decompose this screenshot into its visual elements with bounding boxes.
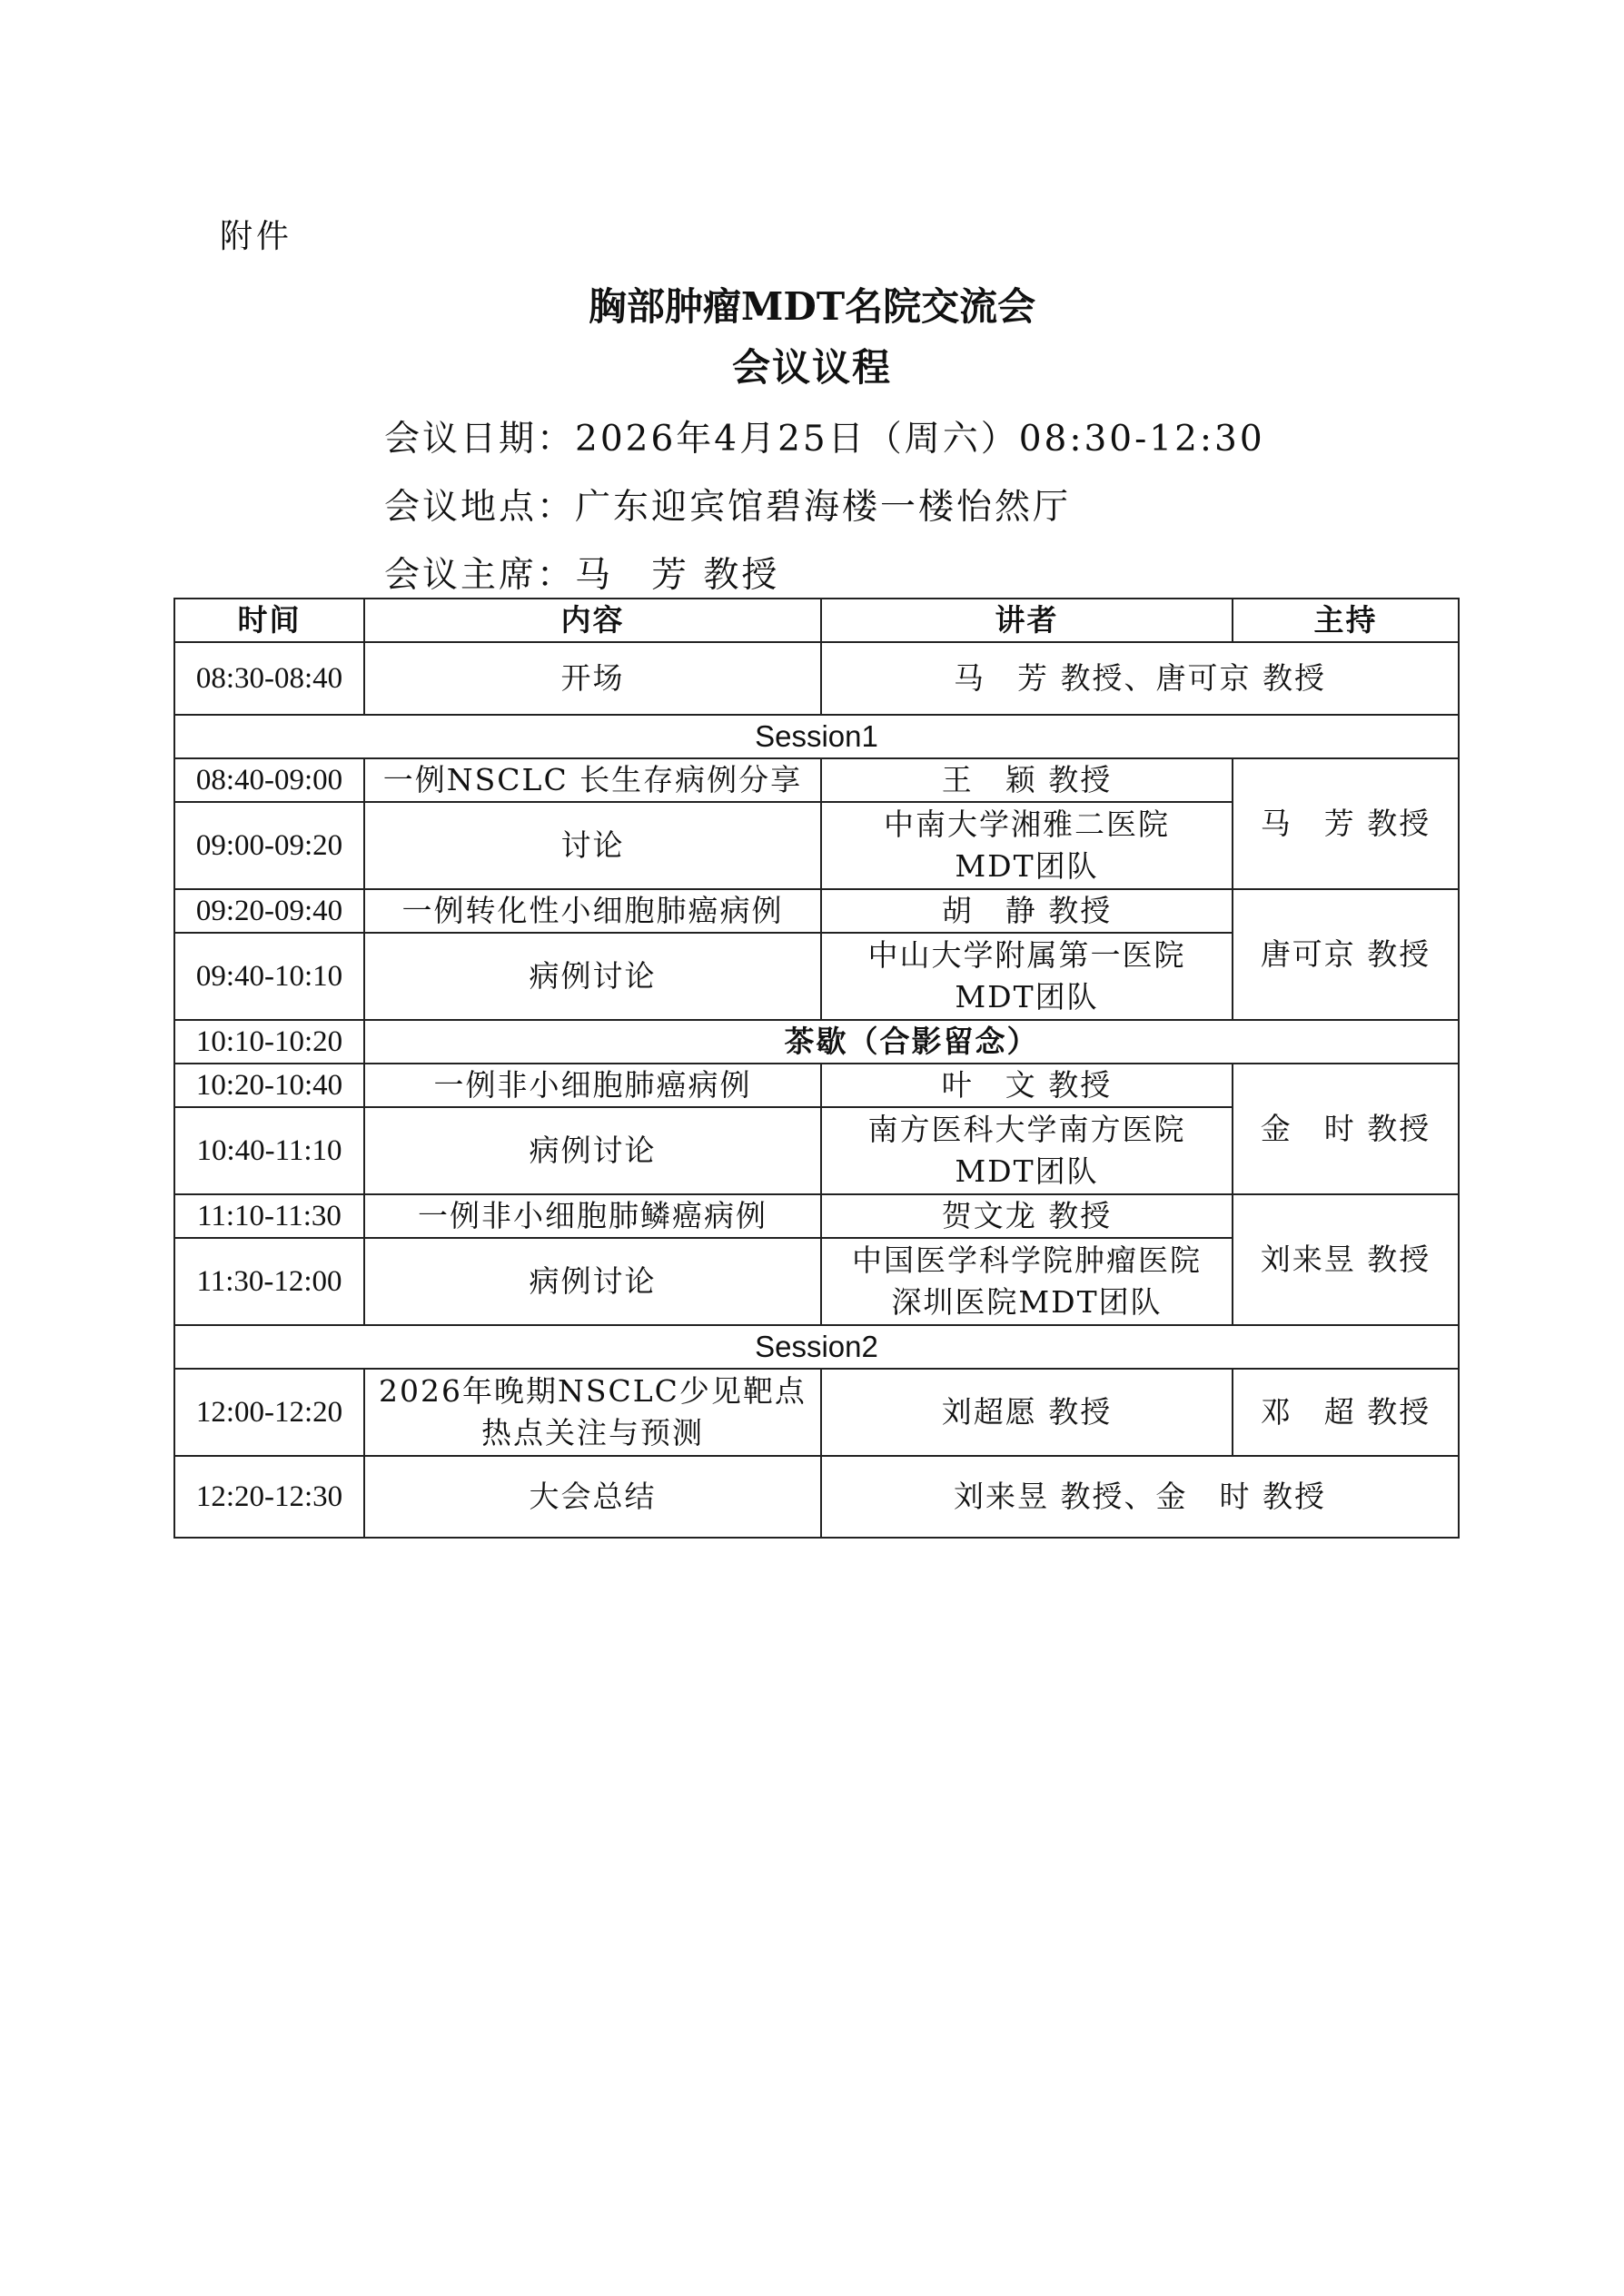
table-row: [174, 1456, 1459, 1538]
row-speaker: 叶 文 教授: [821, 1064, 1233, 1107]
header-speaker: 讲者: [821, 599, 1233, 642]
agenda-table: [173, 598, 1460, 1539]
table-row: [174, 1369, 1459, 1456]
row-host: 刘来昱 教授: [1233, 1194, 1459, 1325]
row-time: 11:30-12:00: [174, 1238, 364, 1325]
row-time: 08:30-08:40: [174, 642, 364, 715]
table-row: [174, 1194, 1459, 1238]
row-time: 12:00-12:20: [174, 1369, 364, 1456]
row-content: 讨论: [364, 802, 821, 889]
header-time: 时间: [174, 599, 364, 642]
session1-label: Session1: [174, 715, 1459, 758]
row-time: 10:20-10:40: [174, 1064, 364, 1107]
row-content: 一例非小细胞肺癌病例: [364, 1064, 821, 1107]
meeting-date: 会议日期：2026年4月25日（周六）08:30-12:30: [384, 419, 1265, 460]
break-content: 茶歇（合影留念）: [364, 1020, 1459, 1064]
content-line: 热点关注与预测: [481, 1415, 704, 1450]
table-row: [174, 758, 1459, 802]
row-time: 10:10-10:20: [174, 1020, 364, 1064]
row-speaker: [821, 802, 1233, 889]
table-header-row: [174, 599, 1459, 642]
row-speaker: 马 芳 教授、唐可京 教授: [821, 642, 1459, 715]
meeting-place: 会议地点：广东迎宾馆碧海楼一楼怡然厅: [384, 487, 1072, 528]
header-content: 内容: [364, 599, 821, 642]
session-row: [174, 715, 1459, 758]
row-speaker: 刘来昱 教授、金 时 教授: [821, 1456, 1459, 1538]
row-speaker: 胡 静 教授: [821, 889, 1233, 933]
row-time: 08:40-09:00: [174, 758, 364, 802]
document-subtitle: 会议议程: [731, 345, 892, 390]
break-row: [174, 1020, 1459, 1064]
attachment-label: 附件: [220, 218, 293, 255]
speaker-line: MDT团队: [955, 979, 1099, 1014]
row-time: 09:20-09:40: [174, 889, 364, 933]
row-content: 大会总结: [364, 1456, 821, 1538]
row-content: 病例讨论: [364, 1238, 821, 1325]
table-row: [174, 1064, 1459, 1107]
row-host: 邓 超 教授: [1233, 1369, 1459, 1456]
row-speaker: [821, 933, 1233, 1020]
row-time: 09:00-09:20: [174, 802, 364, 889]
row-content: 一例NSCLC 长生存病例分享: [364, 758, 821, 802]
row-content: 一例转化性小细胞肺癌病例: [364, 889, 821, 933]
meeting-chair: 会议主席：马 芳 教授: [384, 555, 780, 596]
row-content: 一例非小细胞肺鳞癌病例: [364, 1194, 821, 1238]
row-host: 金 时 教授: [1233, 1064, 1459, 1194]
row-time: 10:40-11:10: [174, 1107, 364, 1194]
session2-label: Session2: [174, 1325, 1459, 1369]
speaker-line: 深圳医院MDT团队: [891, 1284, 1163, 1320]
speaker-line: MDT团队: [955, 1153, 1099, 1189]
header-host: 主持: [1233, 599, 1459, 642]
speaker-line: MDT团队: [955, 848, 1099, 884]
row-host: 唐可京 教授: [1233, 889, 1459, 1020]
row-content: 开场: [364, 642, 821, 715]
row-speaker: 王 颖 教授: [821, 758, 1233, 802]
row-content: 病例讨论: [364, 1107, 821, 1194]
row-content: 病例讨论: [364, 933, 821, 1020]
row-time: 11:10-11:30: [174, 1194, 364, 1238]
content-line: 2026年晚期NSCLC少见靶点: [379, 1373, 807, 1409]
row-content: [364, 1369, 821, 1456]
row-speaker: 贺文龙 教授: [821, 1194, 1233, 1238]
session-row: [174, 1325, 1459, 1369]
row-time: 09:40-10:10: [174, 933, 364, 1020]
speaker-line: 南方医科大学南方医院: [867, 1112, 1186, 1147]
row-time: 12:20-12:30: [174, 1456, 364, 1538]
speaker-line: 中山大学附属第一医院: [867, 937, 1186, 973]
row-speaker: [821, 1238, 1233, 1325]
row-host: 马 芳 教授: [1233, 758, 1459, 889]
table-row: [174, 642, 1459, 715]
document-title: 胸部肿瘤MDT名院交流会: [588, 284, 1036, 329]
speaker-line: 中南大学湘雅二医院: [884, 807, 1170, 842]
row-speaker: 刘超愿 教授: [821, 1369, 1233, 1456]
row-speaker: [821, 1107, 1233, 1194]
speaker-line: 中国医学科学院肿瘤医院: [852, 1242, 1202, 1278]
table-row: [174, 889, 1459, 933]
